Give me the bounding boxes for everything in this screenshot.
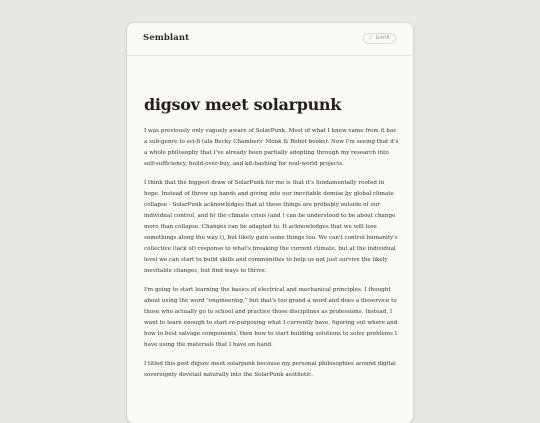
post-paragraph: I'm going to start learning the basics of electrical and mechanical principles. I thought about using the word "engineering," but that's too grand a word and does a disservice to those who actually go to school and practice those disciplines as professions. Instead, I want to learn enough to start re-purposing what I currently have, figuring out where and how to best salvage components, then how to start building solutions to solve problems I have using the materials that I have on hand. (144, 287, 398, 348)
post-title: digsov meet solarpunk (144, 95, 342, 114)
theme-toggle-button[interactable] (363, 33, 396, 44)
moon-icon: ☾ (368, 35, 374, 41)
post-card (127, 23, 413, 423)
site-brand[interactable]: Semblant (143, 33, 190, 43)
post-body (144, 126, 399, 381)
post-paragraph: I think that the biggest draw of SolarPunk for me is that it's fundamentally rooted in hope. Instead of throw up hands and giving into our inevitable demise by global climate collapse - SolarPunk acknowledges that a) these things are probably outside of our individual control, and b) the climate crisis (and ) can be understood to be about change more than collapse. Changes can be adapted to. It acknowledges that we will lose somethings along the way (), but likely gain some things too. We can't control humanity's collective (lack of) response to what's breaking the current climate, but at the individual level we can start to build skills and communities to help us not just survive the likely inevitable changes, but find ways to thrive. (144, 180, 398, 274)
theme-toggle-label: DARK (375, 36, 390, 41)
post-paragraph: I titled this post digsov meet solarpunk because my personal philosophies around digital sovereignty dovetail naturally into the SolarPunk aesthetic. (144, 361, 396, 378)
post-paragraph: I was previously only vaguely aware of SolarPunk. Most of what I knew came from it has a sub-genre to sci-fi (ala Becky Chambers' Monk & Robot books). Now I'm seeing that it's a whole philosophy that I've already been partially adopting through my research into self-sufficiency, build-over-buy, and kit-bashing for real-world projects. (144, 128, 399, 167)
site-header (127, 23, 413, 56)
post-content (144, 95, 399, 389)
